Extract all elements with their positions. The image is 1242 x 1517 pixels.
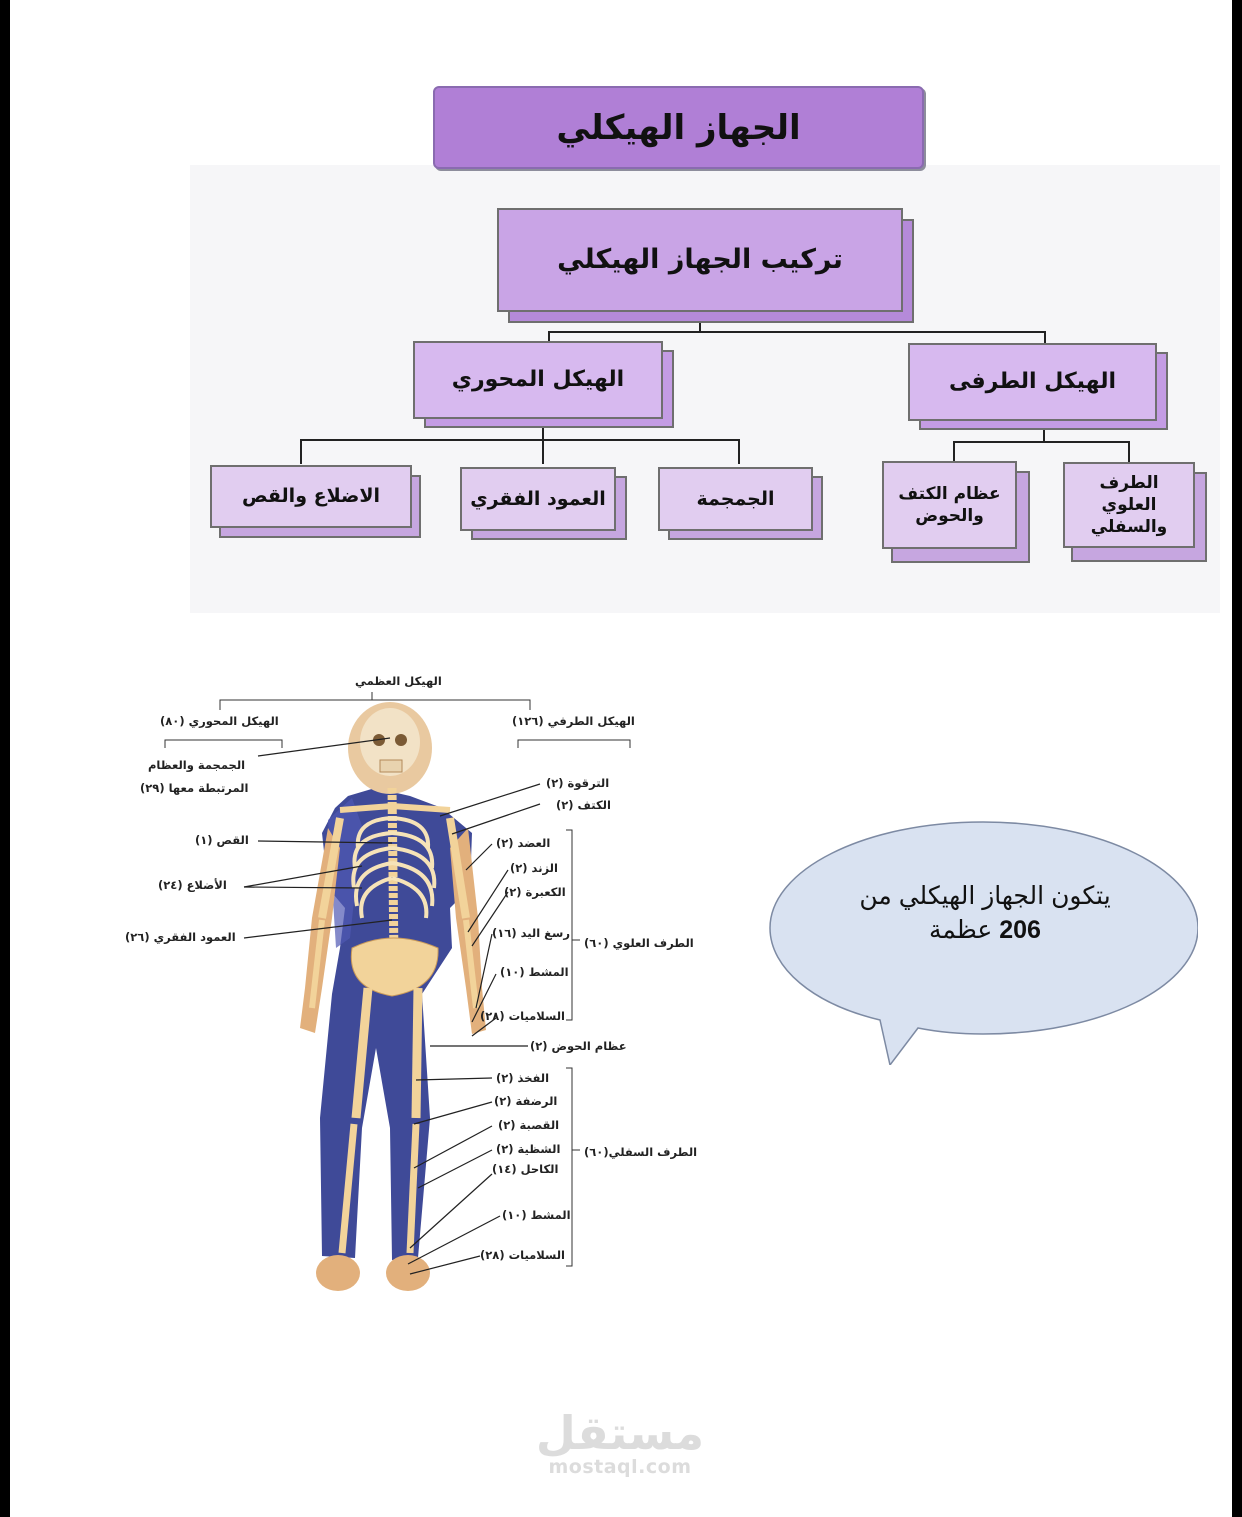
label-tarsals: الكاحل (١٤) [492, 1162, 559, 1176]
label-patella: الرضفة (٢) [494, 1094, 558, 1108]
skeleton-diagram [100, 648, 720, 1316]
page-title-box [433, 86, 924, 169]
label-sternum: القص (١) [195, 833, 249, 847]
label-spine: العمود الفقري (٢٦) [125, 930, 236, 944]
connector [1128, 441, 1130, 462]
speech-bubble-text [820, 880, 1150, 948]
node-skeletal-structure-label: تركيب الجهاز الهيكلي [557, 244, 843, 276]
label-metacarpals: المشط (١٠) [500, 965, 569, 979]
label-lower-limb: الطرف السفلي(٦٠) [584, 1145, 698, 1159]
label-hand-phalanges: السلاميات (٢٨) [480, 1009, 565, 1023]
node-axial-skeleton-label: الهيكل المحوري [451, 366, 625, 392]
node-spine-label: العمود الفقري [470, 487, 606, 510]
label-carpals: رسغ اليد (١٦) [492, 926, 570, 940]
label-metatarsals: المشط (١٠) [502, 1208, 571, 1222]
bone-count: 206 [999, 915, 1041, 944]
watermark-logo: مستقل [535, 1406, 705, 1460]
bubble-line-2 [820, 914, 1150, 948]
label-skeleton: الهيكل العظمي [355, 674, 442, 688]
label-humerus: العضد (٢) [496, 836, 551, 850]
node-ribs-sternum-label: الاضلاع والقص [241, 485, 381, 508]
label-fibula: الشظية (٢) [496, 1142, 561, 1156]
bone-word: عظمة [929, 915, 993, 944]
label-radius: الكعبرة (٢) [504, 885, 566, 899]
label-ribs: الأضلاع (٢٤) [158, 878, 227, 892]
page-title: الجهاز الهيكلي [556, 107, 801, 148]
label-pelvis: عظام الحوض (٢) [530, 1039, 627, 1053]
label-upper-limb: الطرف العلوي (٦٠) [584, 936, 694, 950]
label-clavicle: الترقوة (٢) [546, 776, 610, 790]
connector [300, 439, 740, 441]
label-axial-count: الهيكل المحوري (٨٠) [160, 714, 279, 728]
connector [542, 439, 544, 464]
connector [953, 441, 1130, 443]
connector [738, 439, 740, 464]
label-foot-phalanges: السلاميات (٢٨) [480, 1248, 565, 1262]
label-skull-related: المرتبطة معها (٢٩) [140, 781, 249, 795]
label-skull: الجمجمة والعظام [148, 758, 246, 772]
node-shoulder-pelvis-label: عظام الكتف والحوض [898, 483, 1001, 526]
label-appendicular-count: الهيكل الطرفي (١٢٦) [512, 714, 635, 728]
label-femur: الفخذ (٢) [496, 1071, 550, 1085]
node-skull-label: الجمجمة [696, 487, 775, 510]
connector [953, 441, 955, 462]
watermark [530, 1406, 710, 1478]
label-ulna: الزند (٢) [510, 861, 558, 875]
connector [548, 331, 1046, 333]
bubble-line-1: يتكون الجهاز الهيكلي من [859, 882, 1111, 910]
skeleton-figure [100, 648, 720, 1316]
watermark-url: mostaql.com [548, 1456, 692, 1478]
label-scapula: الكتف (٢) [556, 798, 611, 812]
label-tibia: القصبة (٢) [498, 1118, 560, 1132]
connector [300, 439, 302, 464]
node-upper-lower-limbs-label: الطرف العلوي والسفلي [1090, 472, 1168, 538]
node-appendicular-skeleton-label: الهيكل الطرفى [949, 368, 1116, 394]
